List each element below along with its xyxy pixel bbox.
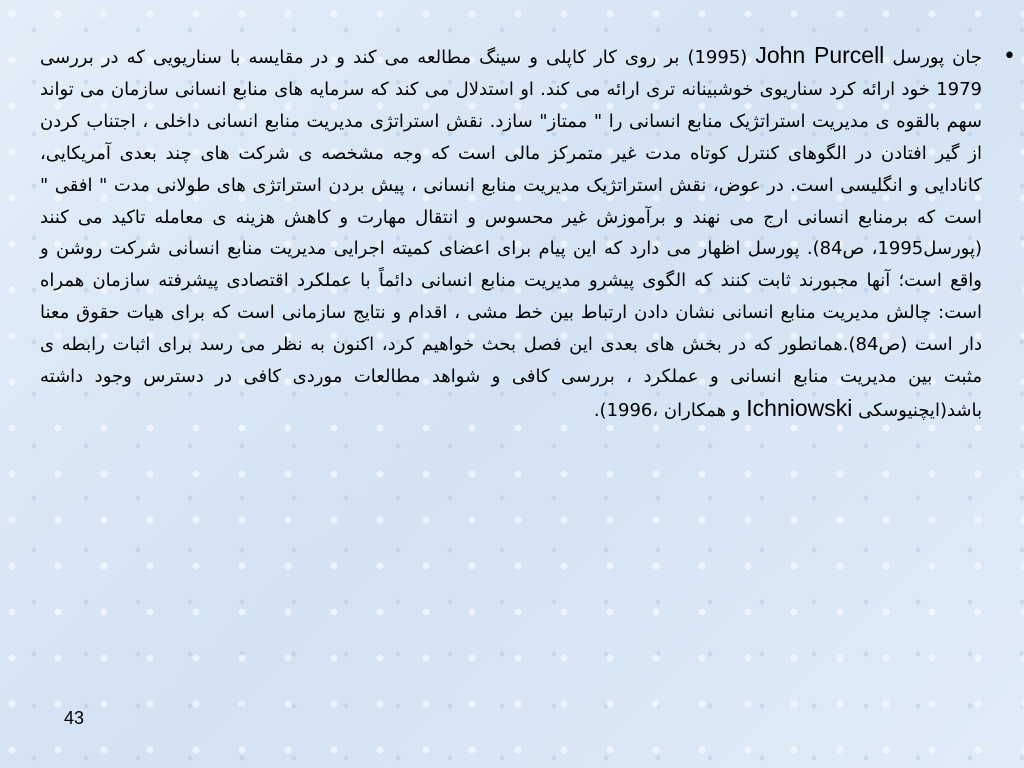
paragraph-segment-1: جان پورسل <box>884 47 982 68</box>
paragraph-segment-2: (1995) بر روی کار کاپلی و سینگ مطالعه می کند و در مقایسه با سناریویی که در بررسی 1979 خود ارائه کرد سناریوی خوشبینانه تری ارائه می کند. او استدلال می کند که سرمایه های منابع انسانی سازمان می تواند سهم بالقوه ی مدیریت استراتژیک منابع انسانی را " ممتاز" سازد. نقش استراتژی مدیریت منابع انسانی داخلی ، اجتناب کردن از گیر افتادن در الگوهای کنترل کوتاه مدت غیر متمرکز مالی است که وجه مشخصه ی شرکت های چند بعدی آمریکایی، کانادایی و انگلیسی است. در عوض، نقش استراتژیک مدیریت منابع انسانی ، پیش بردن استراتژی های طولانی مدت " افقی " است که برمنابع انسانی ارج می نهند و برآموزش غیر محسوس و انتقال مهارت و کاهش هزینه ی معامله تاکید می کنند (پورسل1995، ص84). پورسل اظهار می دارد که این پیام برای اعضای کمیته اجرایی مدیریت منابع انسانی شرکت روشن و واقع است؛ آنها مجبورند ثابت کنند که الگوی پیشرو مدیریت منابع انسانی دائماً با عملکرد اقتصادی پیشرفته سازمان همراه است: چالش مدیریت منابع انسانی نشان دادن ارتباط بین خط مشی ، اقدام و نتایج سازمانی است که برای هیات حقوق معنا دار است (ص84).همانطور که در بخش های بعدی این فصل بحث خواهیم کرد، اکنون به نظر می رسد برای اثبات رابطه ی مثبت بین مدیریت منابع انسانی و عملکرد ، بررسی کافی و شواهد مطالعات موردی کافی در دسترس وجود داشته باشد(ایچنیوسکی <box>40 47 982 421</box>
paragraph-segment-3: و همکاران ،1996). <box>593 399 747 421</box>
bullet-icon: • <box>1003 44 1016 69</box>
citation-name-latin: Ichniowski <box>746 394 853 421</box>
page-number: 43 <box>64 708 85 728</box>
body-paragraph <box>40 40 986 427</box>
author-name-latin: John Purcell <box>755 42 885 68</box>
bullet-item <box>40 40 1016 427</box>
